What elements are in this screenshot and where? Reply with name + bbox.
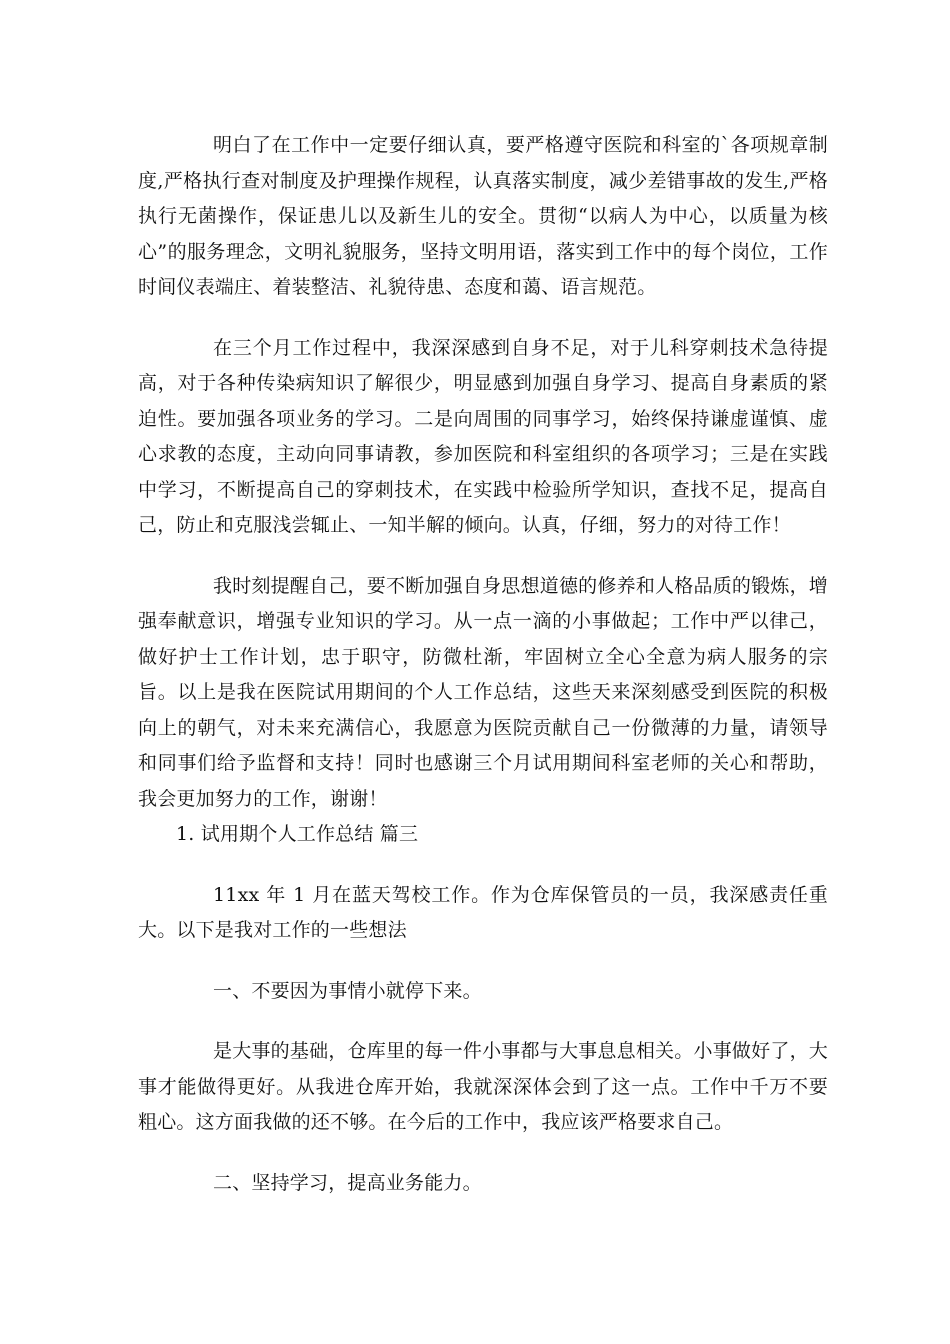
section-heading: 1. 试用期个人工作总结 篇三 bbox=[176, 823, 419, 845]
paragraph-three-months: 在三个月工作过程中，我深深感到自身不足，对于儿科穿刺技术急待提高，对于各种传染病知识了解很少，明显感到加强自身学习、提高自身素质的紧迫性。要加强各项业务的学习。二是向周围的同事学习，始终保持谦虚谨慎、虚心求教的态度，主动向同事请教，参加医院和科室组织的各项学习；三是在实践中学习，不断提高自己的穿刺技术，在实践中检验所学知识，查找不足，提高自己，防止和克服浅尝辄止、一知半解的倾向。认真，仔细，努力的对待工作！ bbox=[138, 336, 828, 536]
paragraph-small-things: 是大事的基础，仓库里的每一件小事都与大事息息相关。小事做好了，大事才能做得更好。从我进仓库开始，我就深深体会到了这一点。工作中千万不要粗心。这方面我做的还不够。在今后的工作中，我应该严格要求自己。 bbox=[138, 1040, 828, 1133]
point-two-heading: 二、坚持学习，提高业务能力。 bbox=[213, 1171, 482, 1194]
paragraph-warehouse-intro: 11xx 年 1 月在蓝天驾校工作。作为仓库保管员的一员，我深感责任重大。以下是我对工作的一些想法 bbox=[138, 883, 828, 941]
paragraph-hospital-rules: 明白了在工作中一定要仔细认真，要严格遵守医院和科室的`各项规章制度,严格执行查对制度及护理操作规程，认真落实制度，减少差错事故的发生,严格执行无菌操作，保证患儿以及新生儿的安全。贯彻“以病人为中心，以质量为核心”的服务理念，文明礼貌服务，坚持文明用语，落实到工作中的每个岗位，工作时间仪表端庄、着装整洁、礼貌待患、态度和蔼、语言规范。 bbox=[138, 134, 828, 298]
point-one-heading: 一、不要因为事情小就停下来。 bbox=[213, 979, 482, 1002]
paragraph-self-reminder: 我时刻提醒自己，要不断加强自身思想道德的修养和人格品质的锻炼，增强奉献意识，增强专业知识的学习。从一点一滴的小事做起；工作中严以律己，做好护士工作计划，忠于职守，防微杜渐，牢固树立全心全意为病人服务的宗旨。以上是我在医院试用期间的个人工作总结，这些天来深刻感受到医院的积极向上的朝气，对未来充满信心，我愿意为医院贡献自己一份微薄的力量，请领导和同事们给予监督和支持！同时也感谢三个月试用期间科室老师的关心和帮助，我会更加努力的工作，谢谢！ bbox=[138, 574, 828, 810]
document-body bbox=[138, 128, 828, 1201]
